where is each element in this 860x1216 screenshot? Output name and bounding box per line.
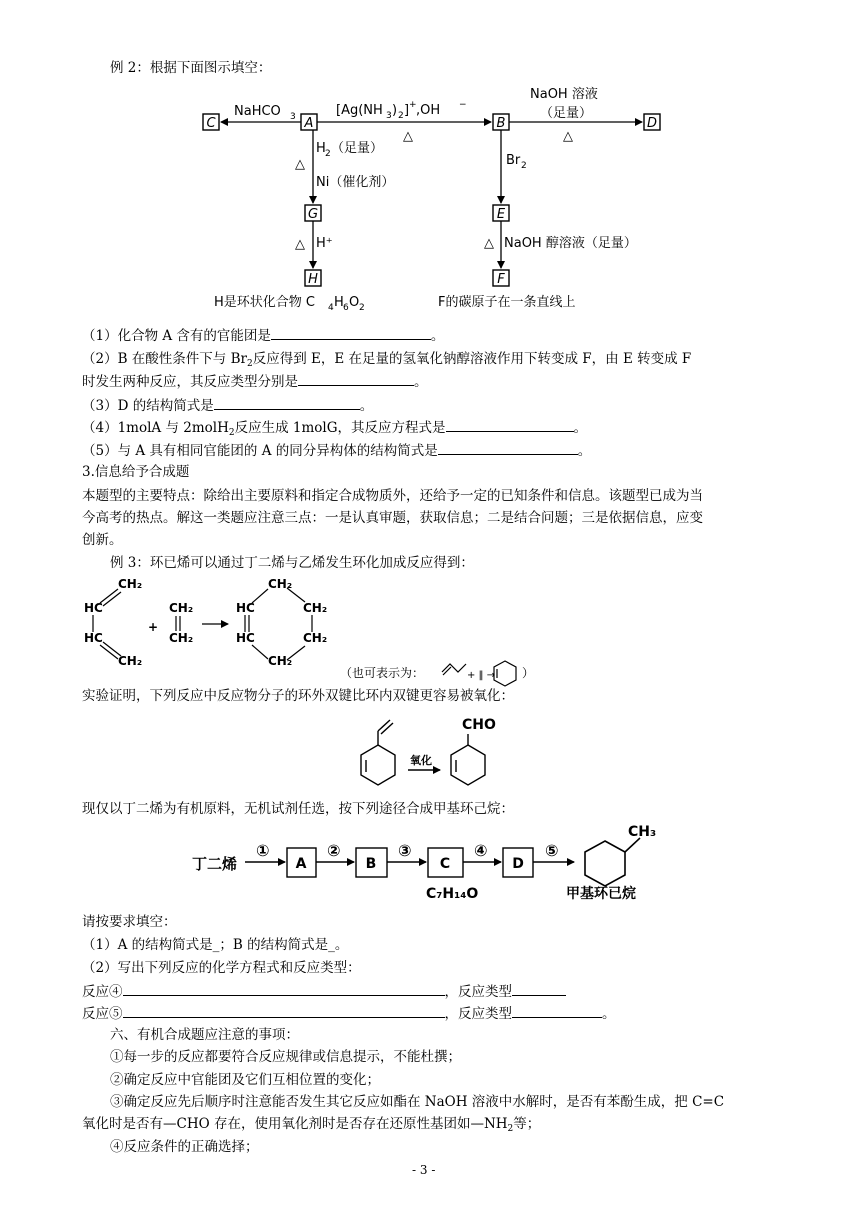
question-2-cont: 时发生两种反应，其反应类型分别是 。 — [82, 371, 428, 392]
svg-text:CH₂: CH₂ — [169, 631, 194, 645]
route-intro: 现仅以丁二烯为有机原料，无机试剂任选，按下列途径合成甲基环己烷： — [82, 801, 514, 817]
compound-A: A — [304, 116, 314, 131]
question-3: （3）D 的结构简式是 。 — [82, 395, 373, 416]
svg-text:3: 3 — [290, 112, 296, 122]
svg-text:+: + — [409, 100, 417, 110]
svg-text:CH₂: CH₂ — [169, 601, 194, 615]
svg-text:NaOH 醇溶液（足量）: NaOH 醇溶液（足量） — [504, 236, 637, 251]
section-3-para-3: 创新。 — [82, 532, 123, 548]
svg-text:CH₂: CH₂ — [118, 577, 143, 591]
route-box-D: D — [512, 856, 524, 872]
question-1: （1）化合物 A 含有的官能团是 。 — [82, 325, 444, 346]
svg-text:): ) — [392, 103, 398, 118]
svg-text:HC: HC — [236, 631, 255, 645]
compound-H: H — [308, 272, 318, 287]
svg-text:2: 2 — [521, 161, 527, 171]
svg-text:+: + — [148, 620, 159, 634]
svg-text:CH₂: CH₂ — [303, 631, 328, 645]
svg-text:③: ③ — [398, 841, 412, 860]
svg-text:④: ④ — [474, 841, 488, 860]
svg-text:F的碳原子在一条直线上: F的碳原子在一条直线上 — [438, 295, 576, 310]
reaction-5-line: 反应⑤ ，反应类型 。 — [82, 1003, 616, 1024]
section-6-item-1: ①每一步的反应都要符合反应规律或信息提示，不能杜撰； — [110, 1049, 461, 1065]
svg-text:CH₂: CH₂ — [268, 654, 293, 668]
svg-text:NaHCO: NaHCO — [234, 104, 281, 119]
svg-text:O: O — [349, 295, 360, 310]
svg-text:△: △ — [295, 237, 305, 252]
svg-text:−: − — [459, 100, 467, 110]
svg-text:（也可表示为：: （也可表示为： — [340, 666, 425, 680]
svg-text:,OH: ,OH — [416, 103, 441, 118]
reaction-5-type-blank[interactable] — [512, 1003, 602, 1018]
svg-text:H是环状化合物 C: H是环状化合物 C — [214, 295, 315, 310]
svg-text:Ni（催化剂）: Ni（催化剂） — [316, 175, 395, 190]
route-box-B: B — [365, 856, 377, 872]
section-6-heading: 六、有机合成题应注意的事项： — [110, 1027, 299, 1043]
question-4: （4）1molA 与 2molH$_2$反应生成 1molG，其反应方程式是 。 — [82, 417, 587, 443]
question-2: （2）B 在酸性条件下与 $Br_2$反应得到 E，E 在足量的氢氧化钠醇溶液作用下转变成 F，由 E 转变成 F — [82, 351, 692, 369]
svg-text:△: △ — [484, 236, 494, 251]
example-3-question-2: （2）写出下列反应的化学方程式和反应类型： — [82, 960, 361, 976]
route-start: 丁二烯 — [192, 855, 238, 873]
svg-text:）: ） — [522, 666, 535, 680]
reaction-5-blank[interactable] — [123, 1003, 445, 1018]
route-box-A: A — [295, 856, 307, 872]
svg-text:HC: HC — [84, 631, 103, 645]
compound-G: G — [307, 207, 319, 222]
example-3-title: 例 3：环已烯可以通过丁二烯与乙烯发生环化加成反应得到： — [110, 555, 474, 571]
section-6-item-4: ④反应条件的正确选择； — [110, 1139, 259, 1155]
svg-text:CH₂: CH₂ — [303, 601, 328, 615]
svg-text:]: ] — [404, 103, 410, 118]
svg-text:①: ① — [256, 841, 270, 860]
svg-text:6: 6 — [343, 303, 349, 313]
svg-text:NaOH 溶液: NaOH 溶液 — [530, 87, 598, 102]
compound-E: E — [496, 207, 506, 222]
svg-text:2: 2 — [325, 149, 331, 159]
svg-text:H: H — [334, 295, 344, 310]
svg-text:（足量）: （足量） — [331, 141, 384, 156]
svg-text:2: 2 — [398, 111, 404, 121]
svg-text:HC: HC — [84, 601, 103, 615]
section-3-heading: 3.信息给予合成题 — [82, 464, 190, 480]
route-product: 甲基环已烷 — [566, 886, 636, 902]
svg-text:HC: HC — [236, 601, 255, 615]
svg-text:[Ag(NH: [Ag(NH — [336, 103, 383, 118]
reaction-4-type-blank[interactable] — [512, 981, 566, 996]
svg-text:CH₂: CH₂ — [118, 654, 143, 668]
svg-text:CH₃: CH₃ — [628, 824, 657, 840]
svg-text:H: H — [316, 141, 326, 156]
example-2-title: 例 2：根据下面图示填空： — [110, 60, 272, 76]
page-number: - 3 - — [412, 1163, 436, 1177]
oxidation-statement: 实验证明，下列反应中反应物分子的环外双键比环内双键更容易被氧化： — [82, 688, 514, 704]
svg-text:CH₂: CH₂ — [268, 577, 293, 591]
svg-text:△: △ — [563, 129, 573, 144]
compound-F: F — [497, 272, 505, 287]
svg-text:⑤: ⑤ — [545, 841, 559, 860]
reaction-4-line: 反应④ ，反应类型 — [82, 981, 566, 1002]
compound-C: C — [206, 116, 216, 131]
svg-text:Br: Br — [506, 153, 521, 168]
section-6-item-3-cont: 氧化时是否有—CHO 存在，使用氧化剂时是否存在还原性基团如$—NH_2$等； — [82, 1116, 541, 1134]
svg-text:+ ‖ →: + ‖ → — [467, 670, 496, 681]
svg-text:△: △ — [403, 129, 413, 144]
section-3-para-1: 本题型的主要特点：除给出主要原料和指定合成物质外，还给予一定的已知条件和信息。该题型已成为当 — [82, 488, 703, 504]
svg-text:②: ② — [327, 841, 341, 860]
example-3-question-1: （1）A 的结构简式是_；B 的结构简式是_。 — [82, 937, 349, 953]
svg-text:（足量）: （足量） — [540, 106, 593, 121]
svg-text:2: 2 — [359, 303, 365, 313]
svg-text:△: △ — [295, 157, 305, 172]
section-3-para-2: 今高考的热点。解这一类题应注意三点：一是认真审题，获取信息；二是结合问题；三是依据信息，应变 — [82, 510, 703, 526]
compound-B: B — [496, 116, 506, 131]
svg-text:CHO: CHO — [462, 717, 496, 733]
svg-text:3: 3 — [386, 111, 392, 121]
section-6-item-3: ③确定反应先后顺序时注意能否发生其它反应如酯在 NaOH 溶液中水解时，是否有苯酚生成，把 C=C — [110, 1094, 725, 1110]
route-box-C: C — [439, 856, 451, 872]
svg-text:4: 4 — [328, 303, 334, 313]
compound-D: D — [646, 116, 658, 131]
fill-instructions: 请按要求填空： — [82, 914, 177, 930]
svg-text:C₇H₁₄O: C₇H₁₄O — [426, 886, 479, 902]
section-6-item-2: ②确定反应中官能团及它们互相位置的变化； — [110, 1072, 380, 1088]
svg-text:H⁺: H⁺ — [316, 236, 333, 251]
reaction-4-blank[interactable] — [123, 981, 445, 996]
question-5: （5）与 A 具有相同官能团的 A 的同分异构体的结构简式是 。 — [82, 440, 591, 461]
svg-text:氧化: 氧化 — [410, 754, 432, 767]
